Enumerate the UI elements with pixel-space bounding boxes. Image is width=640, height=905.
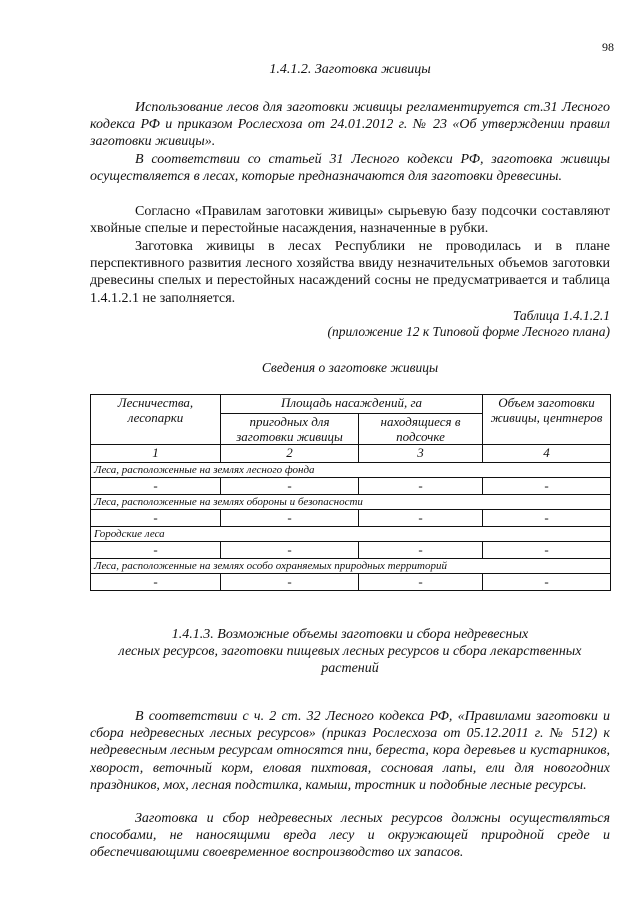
page-number: 98 [602, 40, 614, 54]
table-cell: - [483, 574, 611, 591]
column-number: 2 [221, 445, 359, 463]
table-cell: - [483, 510, 611, 527]
table-number-label: Таблица 1.4.1.2.1 [512, 308, 610, 323]
table-appendix-note: (приложение 12 к Типовой форме Лесного плана) [327, 324, 610, 339]
section-heading-1-4-1-3: 1.4.1.3. Возможные объемы заготовки и сбора недревесных лесных ресурсов, заготовки пищевых лесных ресурсов и сбора лекарственных растений [118, 627, 582, 676]
table-cell: - [221, 542, 359, 559]
table-cell: - [221, 574, 359, 591]
table-section-title: Леса, расположенные на землях обороны и безопасности [91, 495, 611, 510]
paragraph-article-31: В соответствии со статьей 31 Лесного кодекси РФ, заготовка живицы осуществляется в лесах, которые предназначаются для заготовки древесины. [90, 152, 610, 185]
column-number: 3 [359, 445, 483, 463]
table-cell: - [91, 478, 221, 495]
table-cell: - [483, 478, 611, 495]
resin-harvest-table [90, 394, 611, 591]
table-cell: - [359, 574, 483, 591]
header-stand-area: Площадь насаждений, га [221, 395, 483, 414]
table-cell: - [91, 510, 221, 527]
header-in-tapping: находящиеся в подсочке [359, 414, 483, 445]
table-cell: - [359, 542, 483, 559]
column-number: 4 [483, 445, 611, 463]
table-caption: Сведения о заготовке живицы [261, 360, 439, 375]
header-forestries: Лесничества, лесопарки [91, 395, 221, 445]
table-section-title: Леса, расположенные на землях лесного фонда [91, 463, 611, 478]
header-suitable: пригодных для заготовки живицы [221, 414, 359, 445]
table-cell: - [359, 510, 483, 527]
table-cell: - [221, 510, 359, 527]
paragraph-regulation: Использование лесов для заготовки живицы регламентируется ст.31 Лесного кодекса РФ и приказом Рослесхоза от 24.01.2012 г. № 23 «Об утверждении правил заготовки живицы». [90, 100, 610, 150]
paragraph-harvest-methods: Заготовка и сбор недревесных лесных ресурсов должны осуществляться способами, не наносящими вреда лесу и окружающей природной среде и обеспечивающими своевременное воспроизводство их запасов. [90, 811, 610, 861]
header-harvest-volume: Объем заготовки живицы, центнеров [483, 395, 611, 445]
paragraph-rules: Согласно «Правилам заготовки живицы» сырьевую базу подсочки составляют хвойные спелые и перестойные насаждения, назначенные в рубки. [90, 204, 610, 237]
table-cell: - [221, 478, 359, 495]
paragraph-non-wood-resources: В соответствии с ч. 2 ст. 32 Лесного кодекса РФ, «Правилами заготовки и сбора недревесных лесных ресурсов» (приказ Рослесхоза от 05.12.2011 г. № 512) к недревесным лесным ресурсам относятся пни, береста, кора деревьев и кустарников, хворост, веточный корм, еловая пихтовая, сосновая лапы, ели для новогодних праздников, мох, лесная подстилка, камыш, тростник и подобные лесные ресурсы. [90, 709, 610, 793]
table-cell: - [91, 542, 221, 559]
section-heading-1-4-1-2: 1.4.1.2. Заготовка живицы [269, 62, 431, 77]
table-cell: - [359, 478, 483, 495]
table-section-title: Леса, расположенные на землях особо охраняемых природных территорий [91, 559, 611, 574]
table-section-title: Городские леса [91, 527, 611, 542]
paragraph-not-conducted: Заготовка живицы в лесах Республики не проводилась и в плане перспективного развития лесного хозяйства ввиду незначительных объемов заготовки древесины спелых и перестойных насаждений сосны не предусматривается и таблица 1.4.1.2.1 не заполняется. [90, 239, 610, 306]
table-cell: - [91, 574, 221, 591]
table-cell: - [483, 542, 611, 559]
column-number: 1 [91, 445, 221, 463]
